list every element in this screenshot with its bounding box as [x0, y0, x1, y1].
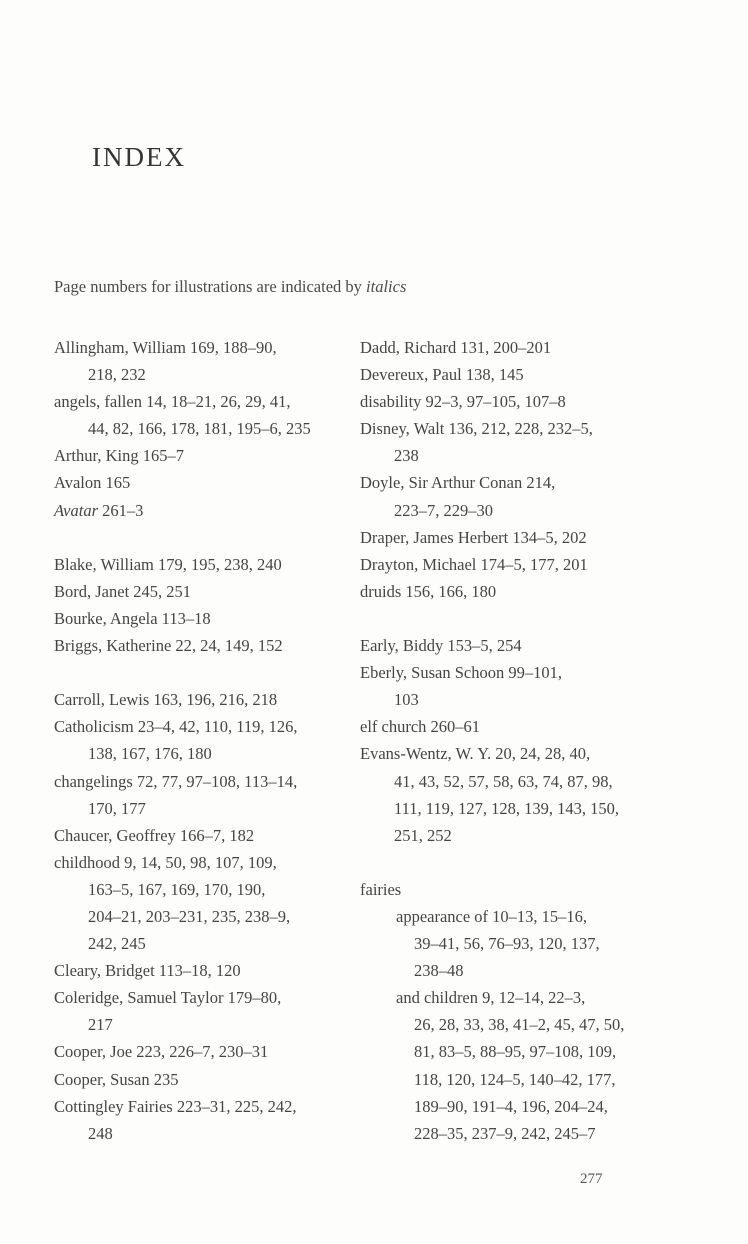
entry-continuation-line: 238	[394, 446, 419, 466]
entry-continuation-line: 228–35, 237–9, 242, 245–7	[414, 1123, 596, 1143]
entry-continuation-line: 163–5, 167, 169, 170, 190,	[88, 879, 266, 899]
section-gap	[360, 849, 660, 876]
index-entry	[54, 497, 344, 524]
index-entry	[54, 605, 344, 632]
entry-line: Dadd, Richard 131, 200–201	[360, 338, 552, 357]
entry-continuation-line: 111, 119, 127, 128, 139, 143, 150,	[394, 798, 620, 818]
entry-line: fairies	[360, 879, 402, 899]
entry-line: Evans-Wentz, W. Y. 20, 24, 28, 40,	[360, 744, 591, 764]
section-gap	[54, 659, 344, 686]
index-entry	[54, 1066, 344, 1093]
index-entry	[360, 740, 660, 848]
index-entry	[54, 984, 344, 1038]
index-entry	[54, 442, 344, 469]
entry-line: Briggs, Katherine 22, 24, 149, 152	[54, 636, 283, 656]
entry-line: Doyle, Sir Arthur Conan 214,	[360, 473, 556, 493]
index-column-left	[54, 334, 344, 1147]
note-italic: italics	[366, 277, 407, 296]
index-entry	[360, 524, 660, 551]
entry-line: Avatar 261–3	[54, 500, 144, 520]
entry-line: Allingham, William 169, 188–90,	[54, 338, 277, 357]
entry-line: changelings 72, 77, 97–108, 113–14,	[54, 771, 298, 791]
entry-line: appearance of 10–13, 15–16,	[396, 906, 588, 926]
index-entry	[360, 578, 660, 605]
entry-line: elf church 260–61	[360, 717, 481, 737]
entry-continuation-line: 238–48	[414, 961, 464, 981]
index-entry	[54, 1093, 344, 1147]
entry-continuation-line: 81, 83–5, 88–95, 97–108, 109,	[414, 1042, 617, 1062]
entry-line: disability 92–3, 97–105, 107–8	[360, 392, 566, 412]
entry-continuation-line: 44, 82, 166, 178, 181, 195–6, 235	[88, 419, 311, 439]
page-number: 277	[580, 1171, 603, 1187]
page-title: INDEX	[92, 142, 186, 172]
index-entry	[54, 849, 344, 957]
index-entry	[54, 334, 344, 388]
entry-line: Draper, James Herbert 134–5, 202	[360, 527, 587, 547]
index-entry	[54, 1038, 344, 1065]
entry-continuation-line: 138, 167, 176, 180	[88, 744, 212, 764]
entry-line: Bord, Janet 245, 251	[54, 581, 192, 601]
entry-continuation-line: 223–7, 229–30	[394, 500, 493, 520]
entry-continuation-line: 170, 177	[88, 798, 146, 818]
index-entry	[360, 361, 660, 388]
entry-continuation-line: 118, 120, 124–5, 140–42, 177,	[414, 1069, 616, 1089]
index-entry	[54, 551, 344, 578]
index-entry	[360, 632, 660, 659]
index-entry	[54, 686, 344, 713]
section-gap	[360, 605, 660, 632]
index-entry	[54, 469, 344, 496]
entry-line: Avalon 165	[54, 473, 131, 493]
index-entry	[54, 578, 344, 605]
entry-line: Cleary, Bridget 113–18, 120	[54, 961, 241, 981]
index-entry	[360, 415, 660, 469]
index-entry	[360, 334, 660, 361]
entry-line: Eberly, Susan Schoon 99–101,	[360, 663, 562, 683]
entry-line: Carroll, Lewis 163, 196, 216, 218	[54, 690, 278, 710]
entry-continuation-line: 41, 43, 52, 57, 58, 63, 74, 87, 98,	[394, 771, 613, 791]
note-text: Page numbers for illustrations are indicated by	[54, 277, 362, 296]
index-entry	[360, 469, 660, 523]
entry-line: Blake, William 179, 195, 238, 240	[54, 554, 282, 574]
entry-line: Arthur, King 165–7	[54, 446, 184, 466]
index-entry	[54, 768, 344, 822]
index-entry	[54, 632, 344, 659]
entry-line: and children 9, 12–14, 22–3,	[396, 988, 586, 1008]
index-entry	[360, 713, 660, 740]
entry-line: angels, fallen 14, 18–21, 26, 29, 41,	[54, 392, 291, 412]
index-entry	[360, 876, 660, 903]
entry-continuation-line: 39–41, 56, 76–93, 120, 137,	[414, 934, 600, 954]
entry-continuation-line: 204–21, 203–231, 235, 238–9,	[88, 906, 291, 926]
index-entry	[54, 822, 344, 849]
index-entry	[54, 957, 344, 984]
entry-line: Drayton, Michael 174–5, 177, 201	[360, 554, 588, 574]
entry-continuation-line: 103	[394, 690, 419, 710]
entry-continuation-line: 218, 232	[88, 365, 146, 385]
entry-line: Disney, Walt 136, 212, 228, 232–5,	[360, 419, 593, 439]
entry-line: childhood 9, 14, 50, 98, 107, 109,	[54, 852, 277, 872]
index-entry	[360, 388, 660, 415]
index-entry	[54, 713, 344, 767]
entry-line: Bourke, Angela 113–18	[54, 608, 211, 628]
index-entry	[360, 551, 660, 578]
entry-continuation-line: 242, 245	[88, 934, 146, 954]
entry-continuation-line: 217	[88, 1015, 113, 1035]
index-subentry	[360, 984, 660, 1147]
index-subentry	[360, 903, 660, 984]
entry-line: druids 156, 166, 180	[360, 581, 497, 601]
entry-line: Cooper, Joe 223, 226–7, 230–31	[54, 1042, 269, 1062]
index-entry	[360, 659, 660, 713]
entry-continuation-line: 189–90, 191–4, 196, 204–24,	[414, 1096, 608, 1116]
entry-continuation-line: 26, 28, 33, 38, 41–2, 45, 47, 50,	[414, 1015, 625, 1035]
index-entry	[54, 388, 344, 442]
entry-line: Cooper, Susan 235	[54, 1069, 179, 1089]
entry-line: Chaucer, Geoffrey 166–7, 182	[54, 825, 255, 845]
entry-continuation-line: 248	[88, 1123, 113, 1143]
section-gap	[54, 524, 344, 551]
entry-line: Cottingley Fairies 223–31, 225, 242,	[54, 1096, 297, 1116]
entry-line: Early, Biddy 153–5, 254	[360, 636, 522, 656]
entry-line: Devereux, Paul 138, 145	[360, 365, 524, 385]
entry-line: Catholicism 23–4, 42, 110, 119, 126,	[54, 717, 298, 737]
illustration-note	[54, 277, 406, 297]
entry-line: Coleridge, Samuel Taylor 179–80,	[54, 988, 282, 1008]
entry-continuation-line: 251, 252	[394, 825, 452, 845]
index-column-right	[360, 334, 660, 1147]
